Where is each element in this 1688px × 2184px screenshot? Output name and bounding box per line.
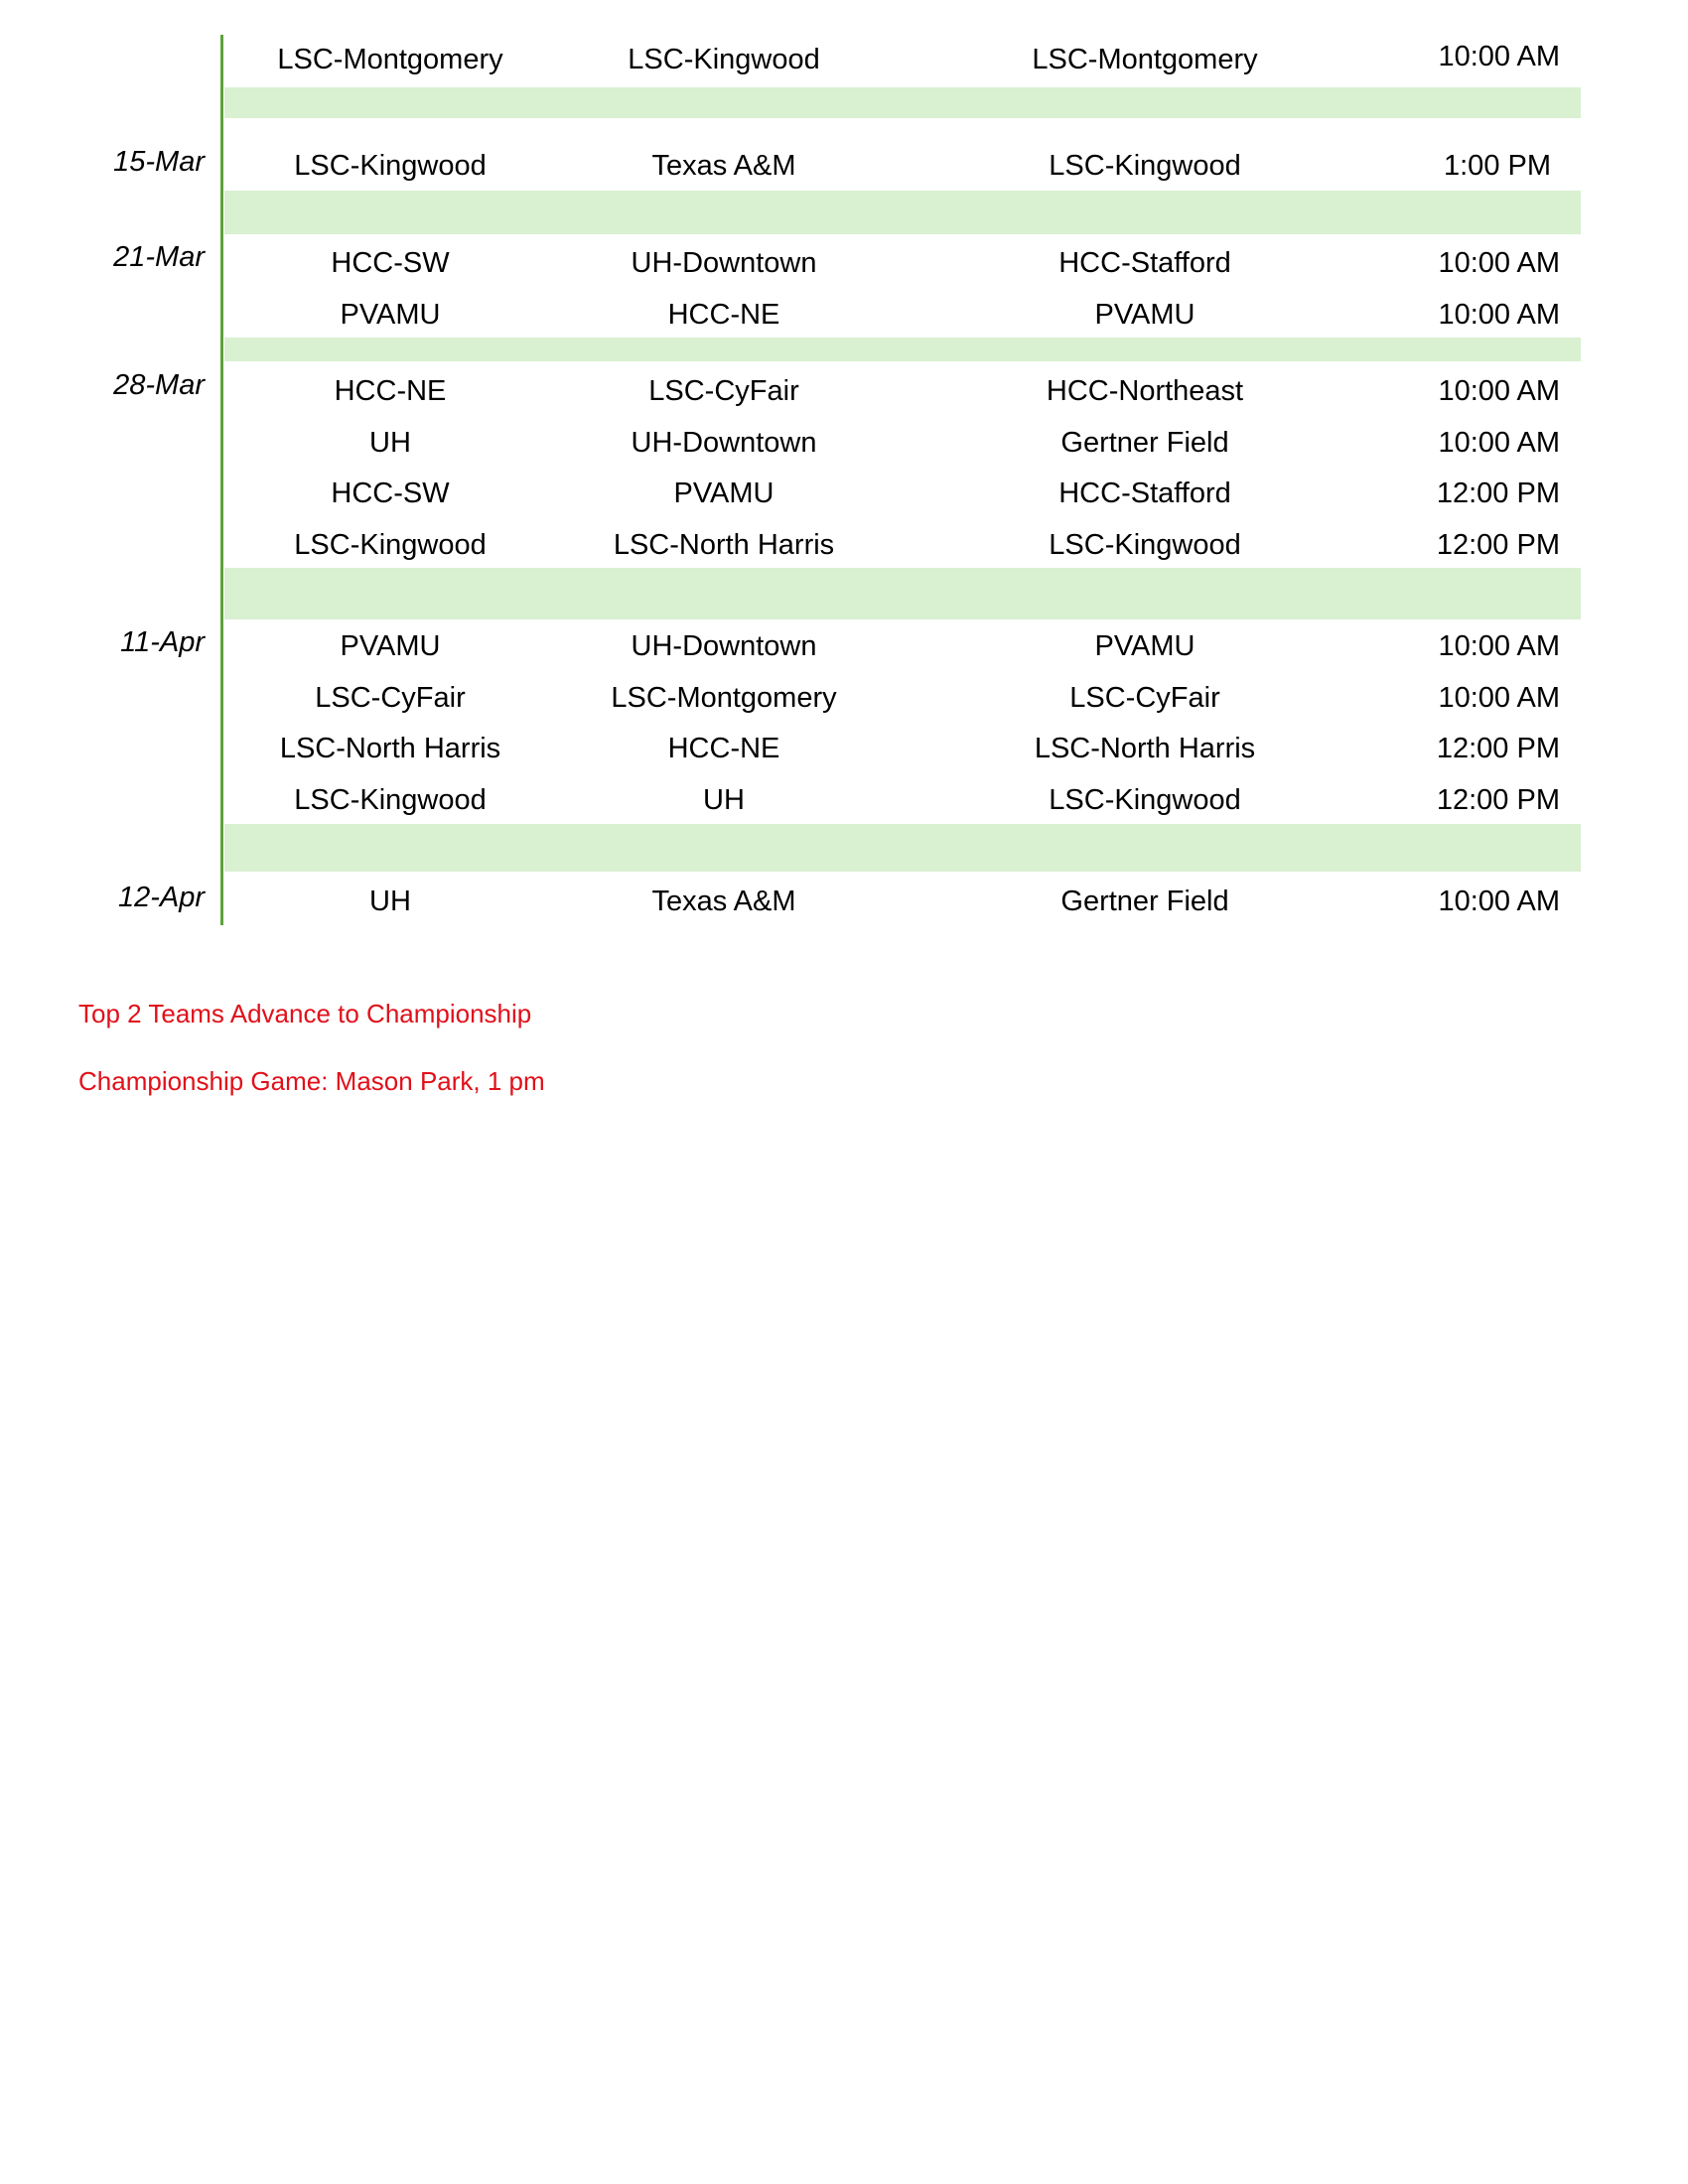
table-row	[0, 371, 1688, 411]
game-time: 10:00 AM	[1438, 886, 1560, 917]
game-date: 21-Mar	[113, 241, 205, 273]
home-team: LSC-CyFair	[315, 682, 466, 714]
game-time: 12:00 PM	[1436, 784, 1560, 816]
table-row	[0, 295, 1688, 335]
location: LSC-Montgomery	[1032, 44, 1258, 75]
week-separator-band	[224, 568, 1581, 619]
home-team: LSC-Kingwood	[294, 150, 487, 182]
table-row	[0, 146, 1688, 186]
home-team: LSC-Kingwood	[294, 784, 487, 816]
away-team: UH	[703, 784, 745, 816]
location: HCC-Stafford	[1058, 247, 1231, 279]
game-time: 10:00 AM	[1438, 427, 1560, 459]
game-time: 10:00 AM	[1438, 375, 1560, 407]
game-time: 10:00 AM	[1438, 299, 1560, 331]
home-team: LSC-Kingwood	[294, 529, 487, 561]
location: Gertner Field	[1060, 886, 1229, 917]
away-team: UH-Downtown	[631, 427, 817, 459]
home-team: HCC-SW	[331, 247, 450, 279]
home-team: PVAMU	[340, 630, 441, 662]
week-separator-band	[224, 87, 1581, 118]
game-date: 28-Mar	[113, 369, 205, 401]
location: HCC-Stafford	[1058, 478, 1231, 509]
table-row	[0, 780, 1688, 820]
away-team: HCC-NE	[667, 733, 780, 764]
week-separator-band	[224, 338, 1581, 361]
home-team: HCC-NE	[334, 375, 447, 407]
location: PVAMU	[1094, 299, 1196, 331]
away-team: Texas A&M	[651, 150, 796, 182]
away-team: PVAMU	[673, 478, 774, 509]
advance-note: Top 2 Teams Advance to Championship	[78, 999, 532, 1028]
table-row	[0, 729, 1688, 768]
home-team: UH	[369, 886, 411, 917]
game-date: 11-Apr	[120, 626, 205, 658]
home-team: LSC-North Harris	[279, 733, 501, 764]
table-row	[0, 243, 1688, 283]
table-row	[0, 40, 1688, 79]
location: Gertner Field	[1060, 427, 1229, 459]
game-time: 10:00 AM	[1438, 682, 1560, 714]
location: LSC-Kingwood	[1049, 784, 1241, 816]
away-team: UH-Downtown	[631, 247, 817, 279]
week-separator-band	[224, 824, 1581, 872]
away-team: HCC-NE	[667, 299, 780, 331]
game-date: 15-Mar	[113, 146, 205, 178]
location: LSC-Kingwood	[1049, 529, 1241, 561]
table-row	[0, 474, 1688, 513]
table-row	[0, 882, 1688, 921]
home-team: HCC-SW	[331, 478, 450, 509]
game-time: 1:00 PM	[1444, 150, 1551, 182]
game-time: 12:00 PM	[1436, 478, 1560, 509]
location: LSC-North Harris	[1034, 733, 1256, 764]
championship-note: Championship Game: Mason Park, 1 pm	[78, 1066, 545, 1096]
location: LSC-CyFair	[1069, 682, 1220, 714]
table-row	[0, 626, 1688, 666]
table-row	[0, 423, 1688, 463]
location: HCC-Northeast	[1046, 375, 1244, 407]
home-team: LSC-Montgomery	[277, 44, 503, 75]
game-time: 10:00 AM	[1438, 247, 1560, 279]
away-team: LSC-Kingwood	[628, 44, 820, 75]
away-team: LSC-North Harris	[613, 529, 835, 561]
location: PVAMU	[1094, 630, 1196, 662]
game-date: 12-Apr	[117, 882, 205, 913]
home-team: PVAMU	[340, 299, 441, 331]
away-team: LSC-Montgomery	[611, 682, 837, 714]
game-time: 10:00 AM	[1438, 630, 1560, 662]
away-team: Texas A&M	[651, 886, 796, 917]
table-row	[0, 678, 1688, 718]
home-team: UH	[369, 427, 411, 459]
game-time: 12:00 PM	[1436, 733, 1560, 764]
location: LSC-Kingwood	[1049, 150, 1241, 182]
week-separator-band	[224, 191, 1581, 234]
table-row	[0, 525, 1688, 565]
away-team: LSC-CyFair	[648, 375, 799, 407]
away-team: UH-Downtown	[631, 630, 817, 662]
game-time: 10:00 AM	[1438, 41, 1560, 72]
game-time: 12:00 PM	[1436, 529, 1560, 561]
